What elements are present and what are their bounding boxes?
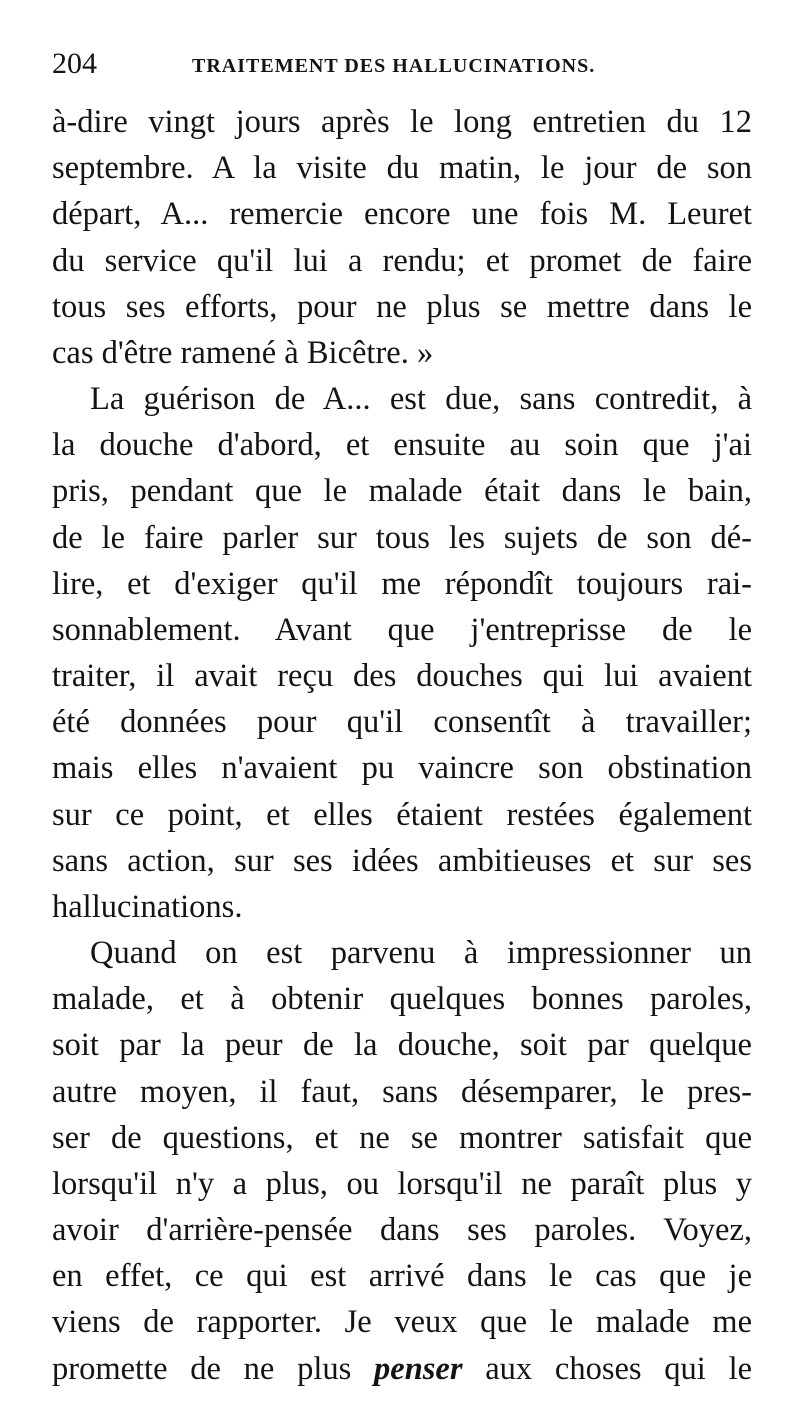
emphasized-word: penser — [374, 1350, 463, 1387]
text-line: autre moyen, il faut, sans désemparer, le pres- — [52, 1073, 752, 1110]
text-line: septembre. A la visite du matin, le jour de son — [52, 150, 752, 187]
text-line: à-dire vingt jours après le long entretien du 12 — [52, 104, 752, 140]
text-line: hallucinations. — [52, 888, 243, 925]
text-line: avoir d'arrière-pensée dans ses paroles. Voyez, — [52, 1212, 752, 1249]
text-line: sonnablement. Avant que j'entreprisse de le — [52, 611, 752, 648]
text-line: soit par la peur de la douche, soit par quelque — [52, 1027, 752, 1064]
text-line: sans action, sur ses idées ambitieuses et sur ses — [52, 842, 752, 879]
text-line: de le faire parler sur tous les sujets de son dé- — [52, 519, 752, 556]
body-text — [52, 99, 752, 1392]
text-line: la douche d'abord, et ensuite au soin que j'ai — [52, 427, 752, 464]
running-title: TRAITEMENT DES HALLUCINATIONS. — [192, 55, 596, 77]
text-line: cas d'être ramené à Bicêtre. » — [52, 334, 434, 371]
text-line-with-emphasis — [52, 1346, 752, 1392]
text-line: lire, et d'exiger qu'il me répondît toujours rai- — [52, 565, 752, 602]
text-line: sur ce point, et elles étaient restées également — [52, 796, 752, 833]
text-line: malade, et à obtenir quelques bonnes paroles, — [52, 981, 752, 1018]
text-line: ser de questions, et ne se montrer satisfait que — [52, 1119, 752, 1156]
paragraph-first-line: Quand on est parvenu à impressionner un — [90, 935, 752, 972]
text-line: été données pour qu'il consentît à travailler; — [52, 704, 752, 741]
text-line: viens de rapporter. Je veux que le malade me — [52, 1304, 752, 1341]
text-segment: promette de ne plus — [52, 1350, 352, 1387]
text-line: mais elles n'avaient pu vaincre son obstination — [52, 750, 752, 787]
text-line: traiter, il avait reçu des douches qui lui avaient — [52, 658, 752, 695]
text-segment: aux choses qui le — [485, 1350, 753, 1387]
text-line: départ, A... remercie encore une fois M. Leuret — [52, 196, 752, 233]
text-line: tous ses efforts, pour ne plus se mettre dans le — [52, 288, 752, 325]
text-line: pris, pendant que le malade était dans le bain, — [52, 473, 752, 510]
text-line: du service qu'il lui a rendu; et promet de faire — [52, 242, 752, 279]
text-line: lorsqu'il n'y a plus, ou lorsqu'il ne paraît plus y — [52, 1165, 752, 1202]
paragraph-first-line: La guérison de A... est due, sans contredit, à — [90, 381, 752, 418]
text-line: en effet, ce qui est arrivé dans le cas que je — [52, 1258, 752, 1295]
page-header — [52, 44, 752, 84]
page-number: 204 — [52, 47, 97, 80]
